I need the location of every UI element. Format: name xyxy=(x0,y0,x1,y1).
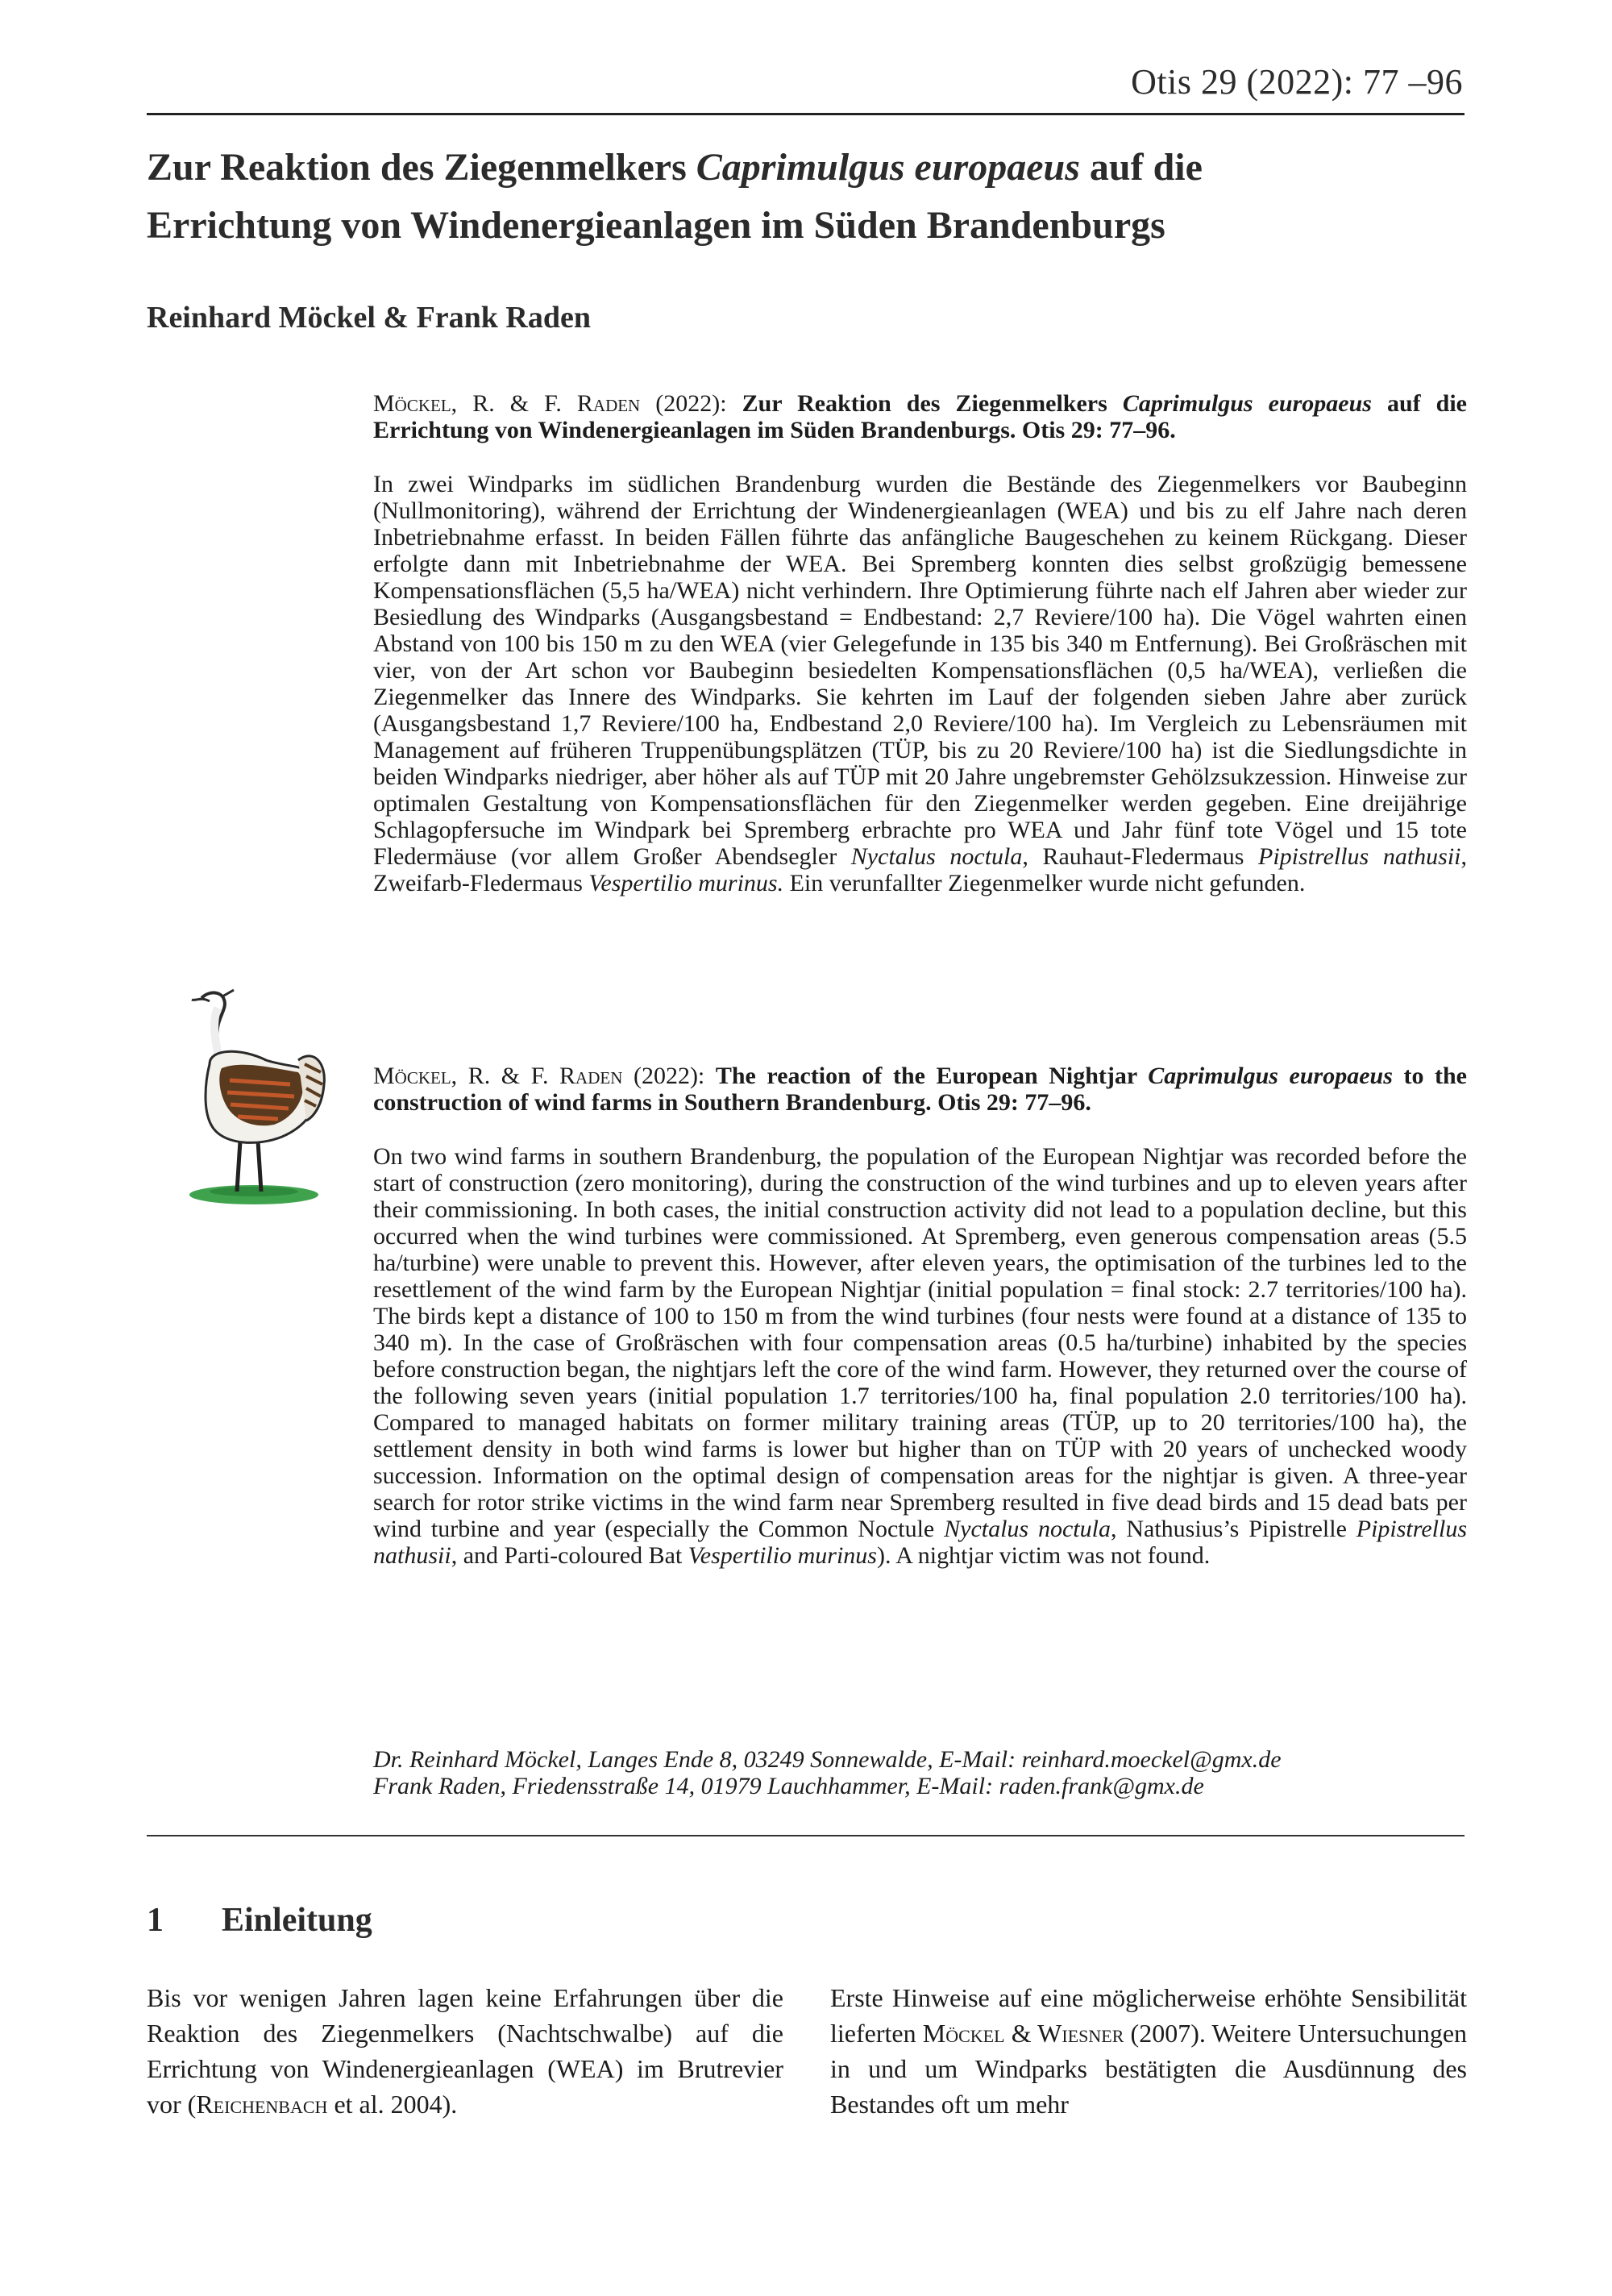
abstract-text: , and Parti-coloured Bat xyxy=(451,1542,688,1569)
citation-en xyxy=(373,1063,1467,1116)
species-name: Pipistrellus nathusii xyxy=(373,1516,1467,1569)
reference-author: Reichenbach xyxy=(196,2090,328,2119)
article-title xyxy=(147,139,1477,255)
abstract-de xyxy=(373,471,1467,896)
abstract-text: In zwei Windparks im südlichen Brandenburg wurden die Bestände des Ziegenmelkers vor Baubeginn (Nullmonitoring), während der Errichtung der Windenergieanlagen (WEA) und bis zu elf Jahre nach deren Inbetriebnahme erfasst. In beiden Fällen führte das anfängliche Baugeschehen zu keinem Rückgang. Dieser erfolgte dann mit Inbetriebnahme der WEA. Bei Spremberg konnten dies selbst großzügig bemessene Kompensationsflächen (5,5 ha/WEA) nicht verhindern. Ihre Optimierung führte nach elf Jahren aber wieder zur Besiedlung des Windparks (Ausgangsbestand = Endbestand: 2,7 Reviere/100 ha). Die Vögel wahrten einen Abstand von 100 bis 150 m zu den WEA (vier Gelegefunde in 135 bis 340 m Entfernung). Bei Großräschen mit vier, von der Art schon vor Baubeginn besiedelten Kompensationsflächen (0,5 ha/WEA), verließen die Ziegenmelker das Innere des Windparks. Sie kehrten im Lauf der folgenden sieben Jahre aber zurück (Ausgangsbestand 1,7 Reviere/100 ha, Endbestand 2,0 Reviere/100 ha). Im Vergleich zu Lebensräumen mit Management auf früheren Truppenübungsplätzen (TÜP, bis zu 20 Reviere/100 ha) ist die Siedlungsdichte in beiden Windparks niedriger, aber höher als auf TÜP mit 20 Jahre ungebremster Gehölzsukzession. Hinweise zur optimalen Gestaltung von Kompensationsflächen für den Ziegenmelker werden gegeben. Eine dreijährige Schlagopfersuche im Windpark bei Spremberg erbrachte pro WEA und Jahr fünf tote Vögel und 15 tote Fledermäuse (vor allem Großer Abendsegler xyxy=(373,471,1467,870)
cite-species: Caprimulgus europaeus xyxy=(1122,390,1372,417)
body-text: et al. 2004). xyxy=(327,2090,458,2119)
cite-title: auf die Errichtung von Windenergieanlagen im Süden Brandenburgs. Otis 29: 77–96. xyxy=(373,390,1467,443)
species-name: Vespertilio murinus. xyxy=(588,870,784,896)
cite-author: Möckel, R. & F. Raden xyxy=(373,390,641,417)
author-addresses xyxy=(373,1746,1467,1799)
title-line-2: Errichtung von Windenergieanlagen im Süden Brandenburgs xyxy=(147,204,1165,247)
cite-title: to the construction of wind farms in Southern Brandenburg. Otis 29: 77–96. xyxy=(373,1063,1467,1116)
abstract-text: Ein verunfallter Ziegenmelker wurde nicht gefunden. xyxy=(783,870,1306,896)
section-title: Einleitung xyxy=(222,1902,372,1939)
body-text: Erste Hinweise auf eine möglicherweise erhöhte Sensibilität lieferten xyxy=(830,1983,1467,2048)
abstract-text: , Zweifarb-Fledermaus xyxy=(373,843,1467,896)
species-name: Nyctalus noctula xyxy=(850,843,1023,870)
title-part: auf die xyxy=(1079,146,1203,189)
species-name: Nyctalus noctula xyxy=(944,1516,1111,1542)
title-species: Caprimulgus europaeus xyxy=(696,146,1080,189)
cite-year: (2022): xyxy=(640,390,742,417)
bustard-icon xyxy=(177,984,330,1209)
cite-title: The reaction of the European Nightjar xyxy=(715,1063,1149,1089)
section-rule xyxy=(147,1835,1465,1836)
citation-de xyxy=(373,390,1467,443)
address-line: Dr. Reinhard Möckel, Langes Ende 8, 03249 Sonnewalde, E-Mail: reinhard.moeckel@gmx.de xyxy=(373,1746,1282,1773)
species-name: Vespertilio murinus xyxy=(688,1542,877,1569)
body-text: Bis vor wenigen Jahren lagen keine Erfahrungen über die Reaktion des Ziegenmelkers (Nachtschwalbe) auf die Errichtung von Windenergieanlagen (WEA) im Brutrevier vor ( xyxy=(147,1983,783,2119)
abstract-text: ). A nightjar victim was not found. xyxy=(876,1542,1211,1569)
authors: Reinhard Möckel & Frank Raden xyxy=(147,301,591,335)
journal-reference: Otis 29 (2022): 77 –96 xyxy=(1131,62,1463,102)
address-line: Frank Raden, Friedensstraße 14, 01979 Lauchhammer, E-Mail: raden.frank@gmx.de xyxy=(373,1773,1204,1799)
body-text: (2007). Weitere Untersuchungen in und um Windparks bestätigten die Ausdünnung des Bestandes oft um mehr xyxy=(830,2019,1468,2119)
reference-author: Möckel & Wiesner xyxy=(922,2019,1124,2048)
abstract-text: , Rauhaut-Fledermaus xyxy=(1022,843,1258,870)
abstract-text: On two wind farms in southern Brandenburg, the population of the European Nightjar was recorded before the start of construction (zero monitoring), during the construction of the wind turbines and up to eleven years after their commissioning. In both cases, the initial construction activity did not lead to a population decline, but this occurred when the wind turbines were commissioned. At Spremberg, even generous compensation areas (5.5 ha/turbine) were unable to prevent this. However, after eleven years, the optimisation of the turbines led to the resettlement of the wind farm by the European Nightjar (initial population = final stock: 2.7 territories/100 ha). The birds kept a distance of 100 to 150 m from the wind turbines (four nests were found at a distance of 135 to 340 m). In the case of Großräschen with four compensation areas (0.5 ha/turbine) inhabited by the species before construction began, the nightjars left the core of the wind farm. However, they returned over the course of the following seven years (initial population 1.7 territories/100 ha, final population 2.0 territories/100 ha). Compared to managed habitats on former military training areas (TÜP, up to 20 territories/100 ha), the settlement density in both wind farms is lower but higher than on TÜP with 20 years of unchecked woody succession. Information on the optimal design of compensation areas for the nightjar is given. A three-year search for rotor strike victims in the wind farm near Spremberg resulted in five dead birds and 15 dead bats per wind turbine and year (especially the Common Noctule xyxy=(373,1143,1467,1542)
intro-column-left xyxy=(147,1980,783,2122)
intro-column-right xyxy=(830,1980,1467,2122)
abstract-en xyxy=(373,1143,1467,1569)
species-name: Pipistrellus nathusii xyxy=(1258,843,1461,870)
title-part: Zur Reaktion des Ziegenmelkers xyxy=(147,146,696,189)
header-rule xyxy=(147,113,1465,115)
cite-year: (2022): xyxy=(622,1063,716,1089)
cite-title: Zur Reaktion des Ziegenmelkers xyxy=(742,390,1123,417)
abstract-text: , Nathusius’s Pipistrelle xyxy=(1110,1516,1356,1542)
section-number: 1 xyxy=(147,1902,164,1939)
cite-author: Möckel, R. & F. Raden xyxy=(373,1063,623,1089)
cite-species: Caprimulgus europaeus xyxy=(1148,1063,1393,1089)
